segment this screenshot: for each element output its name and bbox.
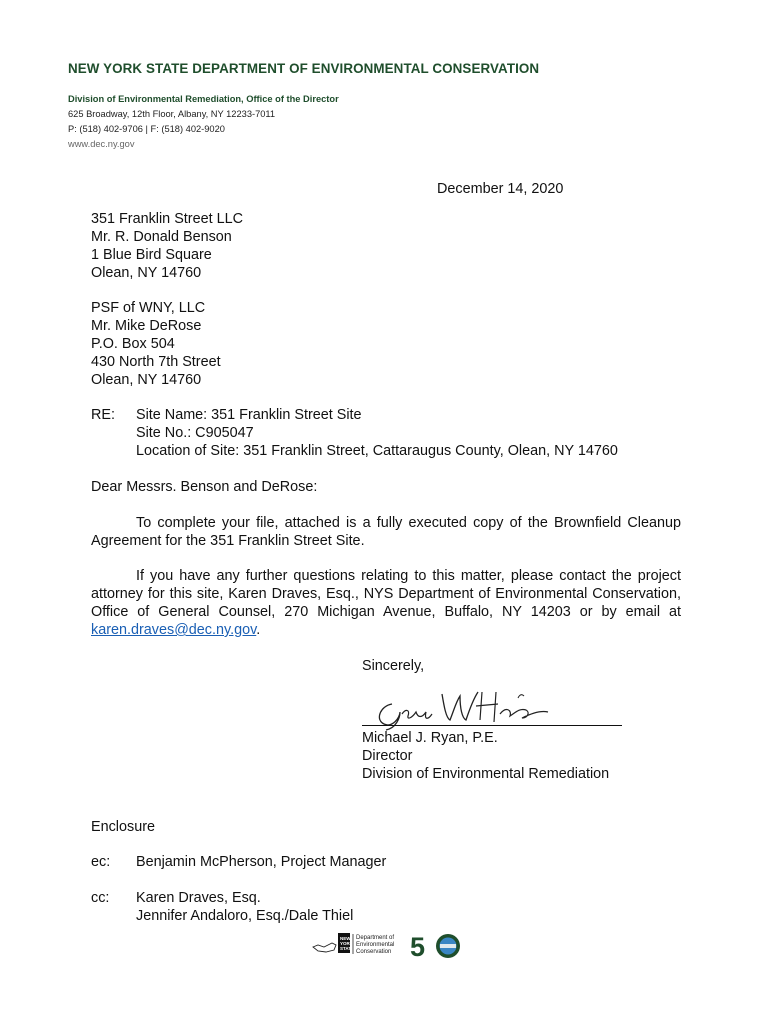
svg-text:5: 5 <box>410 932 426 962</box>
phone-fax: P: (518) 402-9706 | F: (518) 402-9020 <box>68 124 225 134</box>
signer-name: Michael J. Ryan, P.E. <box>362 730 498 746</box>
re-line: Site No.: C905047 <box>136 425 254 441</box>
website-link[interactable]: www.dec.ny.gov <box>68 139 135 149</box>
recipient-line: 351 Franklin Street LLC <box>91 211 243 227</box>
recipient-line: 430 North 7th Street <box>91 354 221 370</box>
recipient-line: Mr. Mike DeRose <box>91 318 202 334</box>
recipient-line: 1 Blue Bird Square <box>91 247 212 263</box>
recipient-line: Olean, NY 14760 <box>91 372 202 388</box>
signer-division: Division of Environmental Remediation <box>362 766 610 782</box>
letter-date: December 14, 2020 <box>437 181 564 197</box>
email-link[interactable]: karen.draves@dec.ny.gov <box>91 622 257 638</box>
svg-text:STATE: STATE <box>340 946 355 951</box>
svg-text:Department of: Department of <box>356 935 395 941</box>
signature-line <box>362 725 622 726</box>
closing: Sincerely, <box>362 658 425 674</box>
paragraph-text: If you have any further questions relating to this matter, please contact the project attorney for this site, Karen Draves, Esq., NYS Department of Environmental Conservation, Office of General Counsel, 270 Michigan Avenue, Buffalo, NY 14203 or by email at <box>91 568 681 620</box>
cc-label: cc: <box>91 890 110 906</box>
body-paragraph-2 <box>91 567 681 639</box>
cc-recipient: Karen Draves, Esq. <box>136 890 261 906</box>
enclosure-note: Enclosure <box>91 819 155 835</box>
svg-text:NEW: NEW <box>340 936 351 941</box>
svg-text:Conservation: Conservation <box>356 949 392 955</box>
body-paragraph-1: To complete your file, attached is a fully executed copy of the Brownfield Cleanup Agreement for the 351 Franklin Street Site. <box>91 515 681 549</box>
ec-recipient: Benjamin McPherson, Project Manager <box>136 854 387 870</box>
re-line: Location of Site: 351 Franklin Street, Cattaraugus County, Olean, NY 14760 <box>136 443 618 459</box>
signer-title: Director <box>362 748 413 764</box>
recipient-line: P.O. Box 504 <box>91 336 175 352</box>
re-line: Site Name: 351 Franklin Street Site <box>136 407 362 423</box>
ec-label: ec: <box>91 854 111 870</box>
svg-text:Environmental: Environmental <box>356 942 395 948</box>
division-name: Division of Environmental Remediation, Office of the Director <box>68 94 339 104</box>
recipient-line: Olean, NY 14760 <box>91 265 202 281</box>
salutation: Dear Messrs. Benson and DeRose: <box>91 479 318 495</box>
cc-recipient: Jennifer Andaloro, Esq./Dale Thiel <box>136 908 354 924</box>
svg-text:YORK: YORK <box>340 941 354 946</box>
office-address: 625 Broadway, 12th Floor, Albany, NY 12233-7011 <box>68 109 276 119</box>
re-label: RE: <box>91 407 115 423</box>
footer-logos <box>308 928 468 962</box>
recipient-line: Mr. R. Donald Benson <box>91 229 232 245</box>
paragraph-end: . <box>256 622 261 638</box>
nys-dec-50-logo <box>308 928 468 962</box>
recipient-line: PSF of WNY, LLC <box>91 300 206 316</box>
agency-title: NEW YORK STATE DEPARTMENT OF ENVIRONMENTAL CONSERVATION <box>68 61 540 76</box>
